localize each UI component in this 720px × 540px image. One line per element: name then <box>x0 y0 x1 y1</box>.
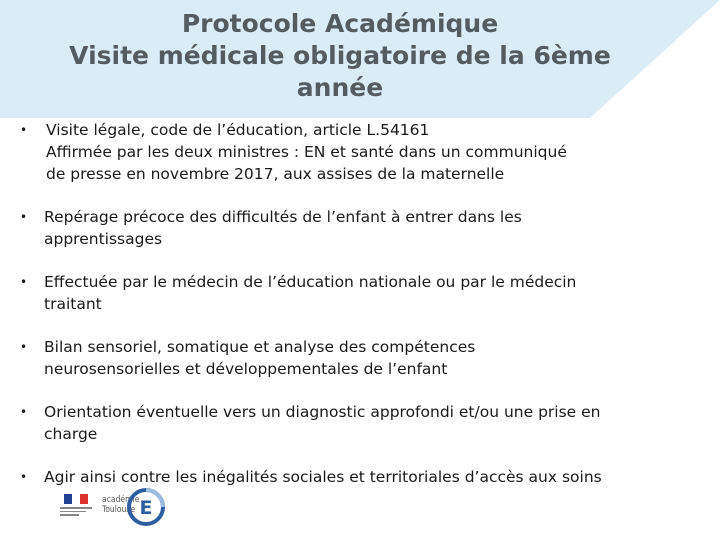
bullet-marker: • <box>20 470 28 484</box>
republique-francaise-logo <box>60 494 92 516</box>
education-e-logo <box>126 487 166 527</box>
bullet-line: Bilan sensoriel, somatique et analyse des compétences <box>44 338 476 356</box>
bullet-line: traitant <box>44 295 102 313</box>
logo-text-line-1: académie <box>102 495 140 505</box>
logo-text-line-2: Toulouse <box>102 505 136 515</box>
slide-title-line-1: Protocole Académique <box>181 9 499 38</box>
bullet-marker: • <box>20 405 28 419</box>
bullet-item-legal <box>16 119 706 185</box>
bullet-item-medecin <box>16 271 706 315</box>
bullet-line: de presse en novembre 2017, aux assises de la maternelle <box>46 165 505 183</box>
bullet-line: Orientation éventuelle vers un diagnostic approfondi et/ou une prise en <box>44 403 601 421</box>
bullet-marker: • <box>20 275 28 289</box>
bullet-line: Repérage précoce des difficultés de l’enfant à entrer dans les <box>44 208 522 226</box>
bullet-marker: • <box>20 123 28 137</box>
bullet-marker: • <box>20 210 28 224</box>
slide-title-line-3: année <box>296 73 384 102</box>
bullet-marker: • <box>20 340 28 354</box>
bullet-line: Agir ainsi contre les inégalités sociales et territoriales d’accès aux soins <box>44 468 602 486</box>
bullet-line: neurosensorielles et développementales de l’enfant <box>44 360 448 378</box>
bullet-list <box>16 119 706 509</box>
bullet-line: Effectuée par le médecin de l’éducation nationale ou par le médecin <box>44 273 577 291</box>
bullet-item-inegalites <box>16 466 706 488</box>
bullet-item-orientation <box>16 401 706 445</box>
bullet-line: Affirmée par les deux ministres : EN et santé dans un communiqué <box>46 143 567 161</box>
bullet-line: apprentissages <box>44 230 163 248</box>
flag-icon <box>64 494 88 504</box>
bullet-line: charge <box>44 425 98 443</box>
logo-text-lines <box>60 507 92 518</box>
bullet-line: Visite légale, code de l’éducation, article L.54161 <box>46 121 430 139</box>
logo-letter: E <box>139 497 153 519</box>
bullet-item-reperage <box>16 206 706 250</box>
slide-title <box>20 8 660 104</box>
bullet-item-bilan <box>16 336 706 380</box>
slide-title-line-2: Visite médicale obligatoire de la 6ème <box>69 41 611 70</box>
footer-logos <box>60 487 170 529</box>
